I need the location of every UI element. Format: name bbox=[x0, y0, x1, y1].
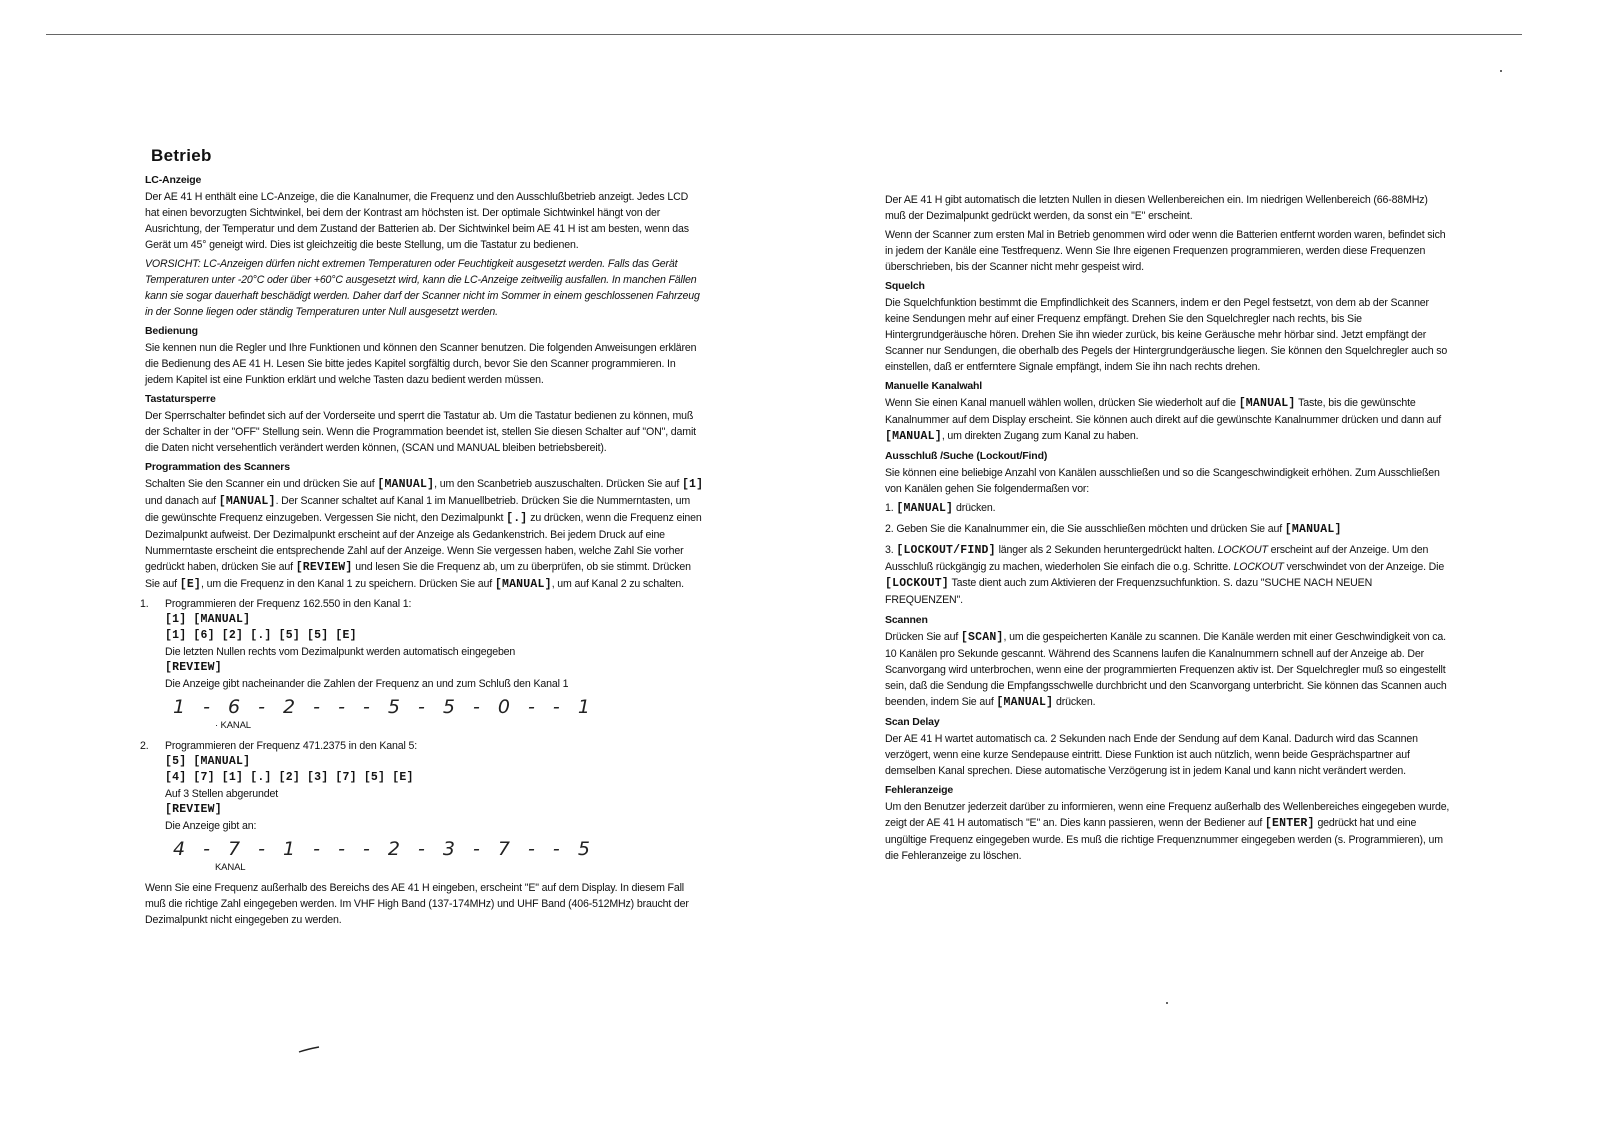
bereich-text: Wenn Sie eine Frequenz außerhalb des Bereichs des AE 41 H eingeben, erscheint "E" auf dem Display. In diesem Fall muß die richtige Zahl eingegeben werden. Im VHF High Band (137-174MHz) und UHF Band (406-512MHz) braucht der Dezimalpunkt nicht eingegeben zu werden. bbox=[145, 882, 689, 926]
lockout-key: [LOCKOUT] bbox=[885, 577, 949, 590]
key-1: [1] bbox=[681, 478, 704, 491]
top-rule bbox=[46, 34, 1522, 35]
programmation-text: Schalten Sie den Scanner ein und drücken Sie auf [MANUAL], um den Scanbetrieb auszuschalten. Drücken Sie auf [1] und danach auf [MANUAL]. Der Scanner schaltet auf Kanal 1 im Manuellbetrieb. Drücken Sie die Nummerntasten, um die gewünschte Frequenz einzugeben. Vergessen Sie nicht, den Dezimalpunkt [.] zu drücken, wenn die Frequenz einen Dezimalpunkt aufweist. Der Dezimalpunkt erscheint auf der Anzeige als Gedankenstrich. Bei jedem Druck auf eine Nummerntaste erscheint die entsprechende Zahl auf der Anzeige. Wenn Sie vergessen haben, welche Zahl Sie vorher gedrückt haben, drücken Sie auf [REVIEW] und lesen Sie die Frequenz ab, um zu überprüfen, ob sie stimmt. Drücken Sie auf [E], um die Frequenz in den Kanal 1 zu speichern. Drücken Sie auf [MANUAL], um auf Kanal 2 zu schalten. bbox=[145, 478, 704, 591]
manual-key: [MANUAL] bbox=[218, 495, 276, 508]
lockout-step-1: 1. [MANUAL] drücken. bbox=[885, 502, 996, 515]
delay-heading: Scan Delay bbox=[885, 716, 940, 728]
step-keys: [4] [7] [1] [.] [2] [3] [7] [5] [E] bbox=[165, 771, 414, 784]
lc-text: Der AE 41 H enthält eine LC-Anzeige, die die Kanalnumer, die Frequenz und den Ausschlußbetrieb anzeigt. Jedes LCD hat einen bevorzugten Sichtwinkel, bei dem der Kontrast am höchsten ist. Der optimale Sichtwinkel hängt von der Ausrichtung, der Temperatur und dem Zustand der Batterien ab. Der Sichtwinkel beim AE 41 H ist am besten, wenn das Gerät um 45° geneigt wird. Dies ist gleichzeitig die beste Stellung, um die Tastatur zu bedienen. bbox=[145, 191, 689, 251]
manual-key: [MANUAL] bbox=[1238, 397, 1296, 410]
step-keys: [1] [MANUAL] bbox=[165, 613, 251, 626]
lockout-find-key: [LOCKOUT/FIND] bbox=[896, 544, 996, 557]
lc-warning: VORSICHT: LC-Anzeigen dürfen nicht extremen Temperaturen oder Feuchtigkeit ausgesetzt werden. Falls das Gerät Temperaturen unter -20°C oder über +60°C ausgesetzt wird, kann die LC-Anzeige zeitweilig ausfallen. In manchen Fällen kann sie sogar dauerhaft beschädigt werden. Daher darf der Scanner nicht im Sommer in einem geschlossenen Fahrzeug in der Sonne liegen oder ständig Temperaturen unter Null ausgesetzt werden. bbox=[145, 258, 700, 318]
manual-key: [MANUAL] bbox=[1284, 523, 1342, 536]
lcd-label: KANAL bbox=[215, 862, 246, 873]
fehler-heading: Fehleranzeige bbox=[885, 784, 954, 796]
lockout-step-3: 3. [LOCKOUT/FIND] länger als 2 Sekunden heruntergedrückt halten. LOCKOUT erscheint auf der Anzeige. Um den Ausschluß rückgängig zu machen, wiederholen Sie einfach die o.g. Schritte. LOCKOUT verschwindet von der Anzeige. Die [LOCKOUT] Taste dient auch zum Aktivieren der Frequenzsuchfunktion. S. dazu "SUCHE NACH NEUEN FREQUENZEN". bbox=[885, 544, 1445, 606]
lockout-lcd-text: LOCKOUT bbox=[1233, 561, 1284, 573]
scan-speck bbox=[1500, 70, 1502, 72]
right-intro-2: Wenn der Scanner zum ersten Mal in Betrieb genommen wird oder wenn die Batterien entfernt worden waren, befindet sich in jedem der Kanäle eine Testfrequenz. Wenn Sie Ihre eigenen Frequenzen programmieren, werden diese Frequenzen überschrieben, bis der Scanner nicht mehr gespeist wird. bbox=[885, 229, 1446, 273]
scan-heading: Scannen bbox=[885, 614, 928, 626]
fehler-text: Um den Benutzer jederzeit darüber zu informieren, wenn eine Frequenz außerhalb des Wellenbereiches eingegeben wurde, zeigt der AE 41 H automatisch "E" an. Dies kann passieren, wenn der Bediener auf [ENTER] gedrückt hat und eine ungültige Frequenz eingegeben wurde. Es muß die richtige Frequenznummer eingegeben werden (s. Programmieren), um die Fehleranzeige zu löschen. bbox=[885, 801, 1450, 862]
bedienung-text: Sie kennen nun die Regler und Ihre Funktionen und können den Scanner benutzen. Die folgenden Anweisungen erklären die Bedienung des AE 41 H. Lesen Sie bitte jedes Kapitel sorgfältig durch, bevor Sie den Scanner programmieren. In jedem Kapitel ist eine Funktion erklärt und welche Tasten dazu bedient werden müssen. bbox=[145, 342, 697, 386]
manual-key: [MANUAL] bbox=[377, 478, 435, 491]
e-key: [E] bbox=[179, 578, 202, 591]
step-number: 1. bbox=[140, 598, 149, 610]
step-keys: [REVIEW] bbox=[165, 803, 222, 816]
lcd-readout: 1 - 6 - 2 - - - 5 - 5 - 0 - - 1 bbox=[173, 696, 596, 718]
scan-speck bbox=[1166, 1002, 1168, 1004]
lockout-step-2: 2. Geben Sie die Kanalnummer ein, die Sie ausschließen möchten und drücken Sie auf [MANUAL] bbox=[885, 523, 1342, 536]
left-column bbox=[140, 146, 705, 931]
manual-key: [MANUAL] bbox=[885, 430, 942, 443]
step-note: Die Anzeige gibt an: bbox=[165, 820, 257, 832]
step-note: Die Anzeige gibt nacheinander die Zahlen der Frequenz an und zum Schluß den Kanal 1 bbox=[165, 678, 569, 690]
step-item bbox=[140, 738, 705, 876]
manual-key: [MANUAL] bbox=[494, 578, 552, 591]
step-title: Programmieren der Frequenz 471.2375 in den Kanal 5: bbox=[165, 740, 418, 752]
lockout-heading: Ausschluß /Suche (Lockout/Find) bbox=[885, 450, 1048, 462]
squelch-heading: Squelch bbox=[885, 280, 925, 292]
step-keys: [5] [MANUAL] bbox=[165, 755, 251, 768]
programmation-heading: Programmation des Scanners bbox=[145, 461, 290, 473]
step-keys: [1] [6] [2] [.] [5] [5] [E] bbox=[165, 629, 357, 642]
manual-text: Wenn Sie einen Kanal manuell wählen wollen, drücken Sie wiederholt auf die [MANUAL] Taste, bis die gewünschte Kanalnummer auf dem Display erscheint. Sie können auch direkt auf die gewünschte Kanalnummer drücken und dann auf [MANUAL], um direkten Zugang zum Kanal zu haben. bbox=[885, 397, 1442, 443]
lcd-label: · KANAL bbox=[215, 720, 251, 731]
tastatursperre-heading: Tastatursperre bbox=[145, 393, 216, 405]
step-list bbox=[140, 596, 705, 876]
step-item bbox=[140, 596, 705, 734]
step-title: Programmieren der Frequenz 162.550 in den Kanal 1: bbox=[165, 598, 412, 610]
lc-heading: LC-Anzeige bbox=[145, 174, 202, 186]
manual-heading: Manuelle Kanalwahl bbox=[885, 380, 983, 392]
squelch-text: Die Squelchfunktion bestimmt die Empfindlichkeit des Scanners, indem er den Pegel festsetzt, von dem ab der Scanner keine Sendungen mehr auf einer Frequenz empfängt. Drehen Sie den Squelchregler nach rechts, bis Sie Hintergrundgeräusche hören. Drehen Sie ihn wieder zurück, bis keine Geräusche mehr hörbar sind. Jetzt empfängt der Scanner nur Sendungen, die oberhalb des Pegels der Hintergrundgeräusche liegen. Sie können den Squelchregler auch so einstellen, daß er entferntere Signale empfängt, indem Sie ihn nach rechts drehen. bbox=[885, 297, 1448, 373]
manual-key: [MANUAL] bbox=[896, 502, 954, 515]
step-note: Die letzten Nullen rechts vom Dezimalpunkt werden automatisch eingegeben bbox=[165, 646, 516, 658]
dot-key: [.] bbox=[506, 512, 528, 525]
delay-text: Der AE 41 H wartet automatisch ca. 2 Sekunden nach Ende der Sendung auf dem Kanal. Dadurch wird das Scannen verzögert, wenn eine kurze Sendepause eintritt. Diese Funktion ist auch nützlich, wenn beide Gesprächspartner auf demselben Kanal sprechen. Diese automatische Verzögerung ist in jedem Kanal und kann nicht verändert werden. bbox=[885, 733, 1418, 777]
enter-key: [ENTER] bbox=[1264, 817, 1315, 830]
scan-text: Drücken Sie auf [SCAN], um die gespeicherten Kanäle zu scannen. Die Kanäle werden mit einer Geschwindigkeit von ca. 10 Kanälen pro Sekunde gescannt. Während des Scannens laufen die Kanalnummern schnell auf der Anzeige ab. Der Scanvorgang wird unterbrochen, wenn eine der programmierten Frequenzen aktiv ist. Der Squelchregler muß so eingestellt sein, daß die Sendung die Empfangsschwelle durchbricht und den Scanvorgang unterbricht. Sie können das Scannen auch beenden, indem Sie auf [MANUAL] drücken. bbox=[885, 631, 1447, 709]
review-key: [REVIEW] bbox=[295, 561, 353, 574]
step-keys: [REVIEW] bbox=[165, 661, 222, 674]
scan-key: [SCAN] bbox=[960, 631, 1004, 644]
step-number: 2. bbox=[140, 740, 149, 752]
right-column bbox=[885, 192, 1450, 867]
right-intro-1: Der AE 41 H gibt automatisch die letzten Nullen in diesen Wellenbereichen ein. Im niedrigen Wellenbereich (66-88MHz) muß der Dezimalpunkt gedrückt werden, da sonst ein "E" erscheint. bbox=[885, 194, 1428, 222]
bedienung-heading: Bedienung bbox=[145, 325, 198, 337]
lockout-steps bbox=[885, 500, 1450, 608]
step-note: Auf 3 Stellen abgerundet bbox=[165, 788, 279, 800]
lockout-lcd-text: LOCKOUT bbox=[1217, 544, 1268, 556]
lockout-text: Sie können eine beliebige Anzahl von Kanälen ausschließen und so die Scangeschwindigkeit erhöhen. Zum Ausschließen von Kanälen gehen Sie folgendermaßen vor: bbox=[885, 467, 1440, 495]
pen-mark bbox=[298, 1046, 320, 1054]
lcd-readout: 4 - 7 - 1 - - - 2 - 3 - 7 - - 5 bbox=[173, 838, 596, 860]
manual-key: [MANUAL] bbox=[996, 696, 1054, 709]
page-title: Betrieb bbox=[151, 146, 212, 165]
tastatursperre-text: Der Sperrschalter befindet sich auf der Vorderseite und sperrt die Tastatur ab. Um die Tastatur bedienen zu können, muß der Schalter in der "OFF" Stellung sein. Wenn die Programmation beendet ist, stellen Sie diesen Schalter auf "ON", damit die Daten nicht versehentlich verändert werden können, (SCAN und MANUAL bleiben betriebsbereit). bbox=[145, 410, 696, 454]
